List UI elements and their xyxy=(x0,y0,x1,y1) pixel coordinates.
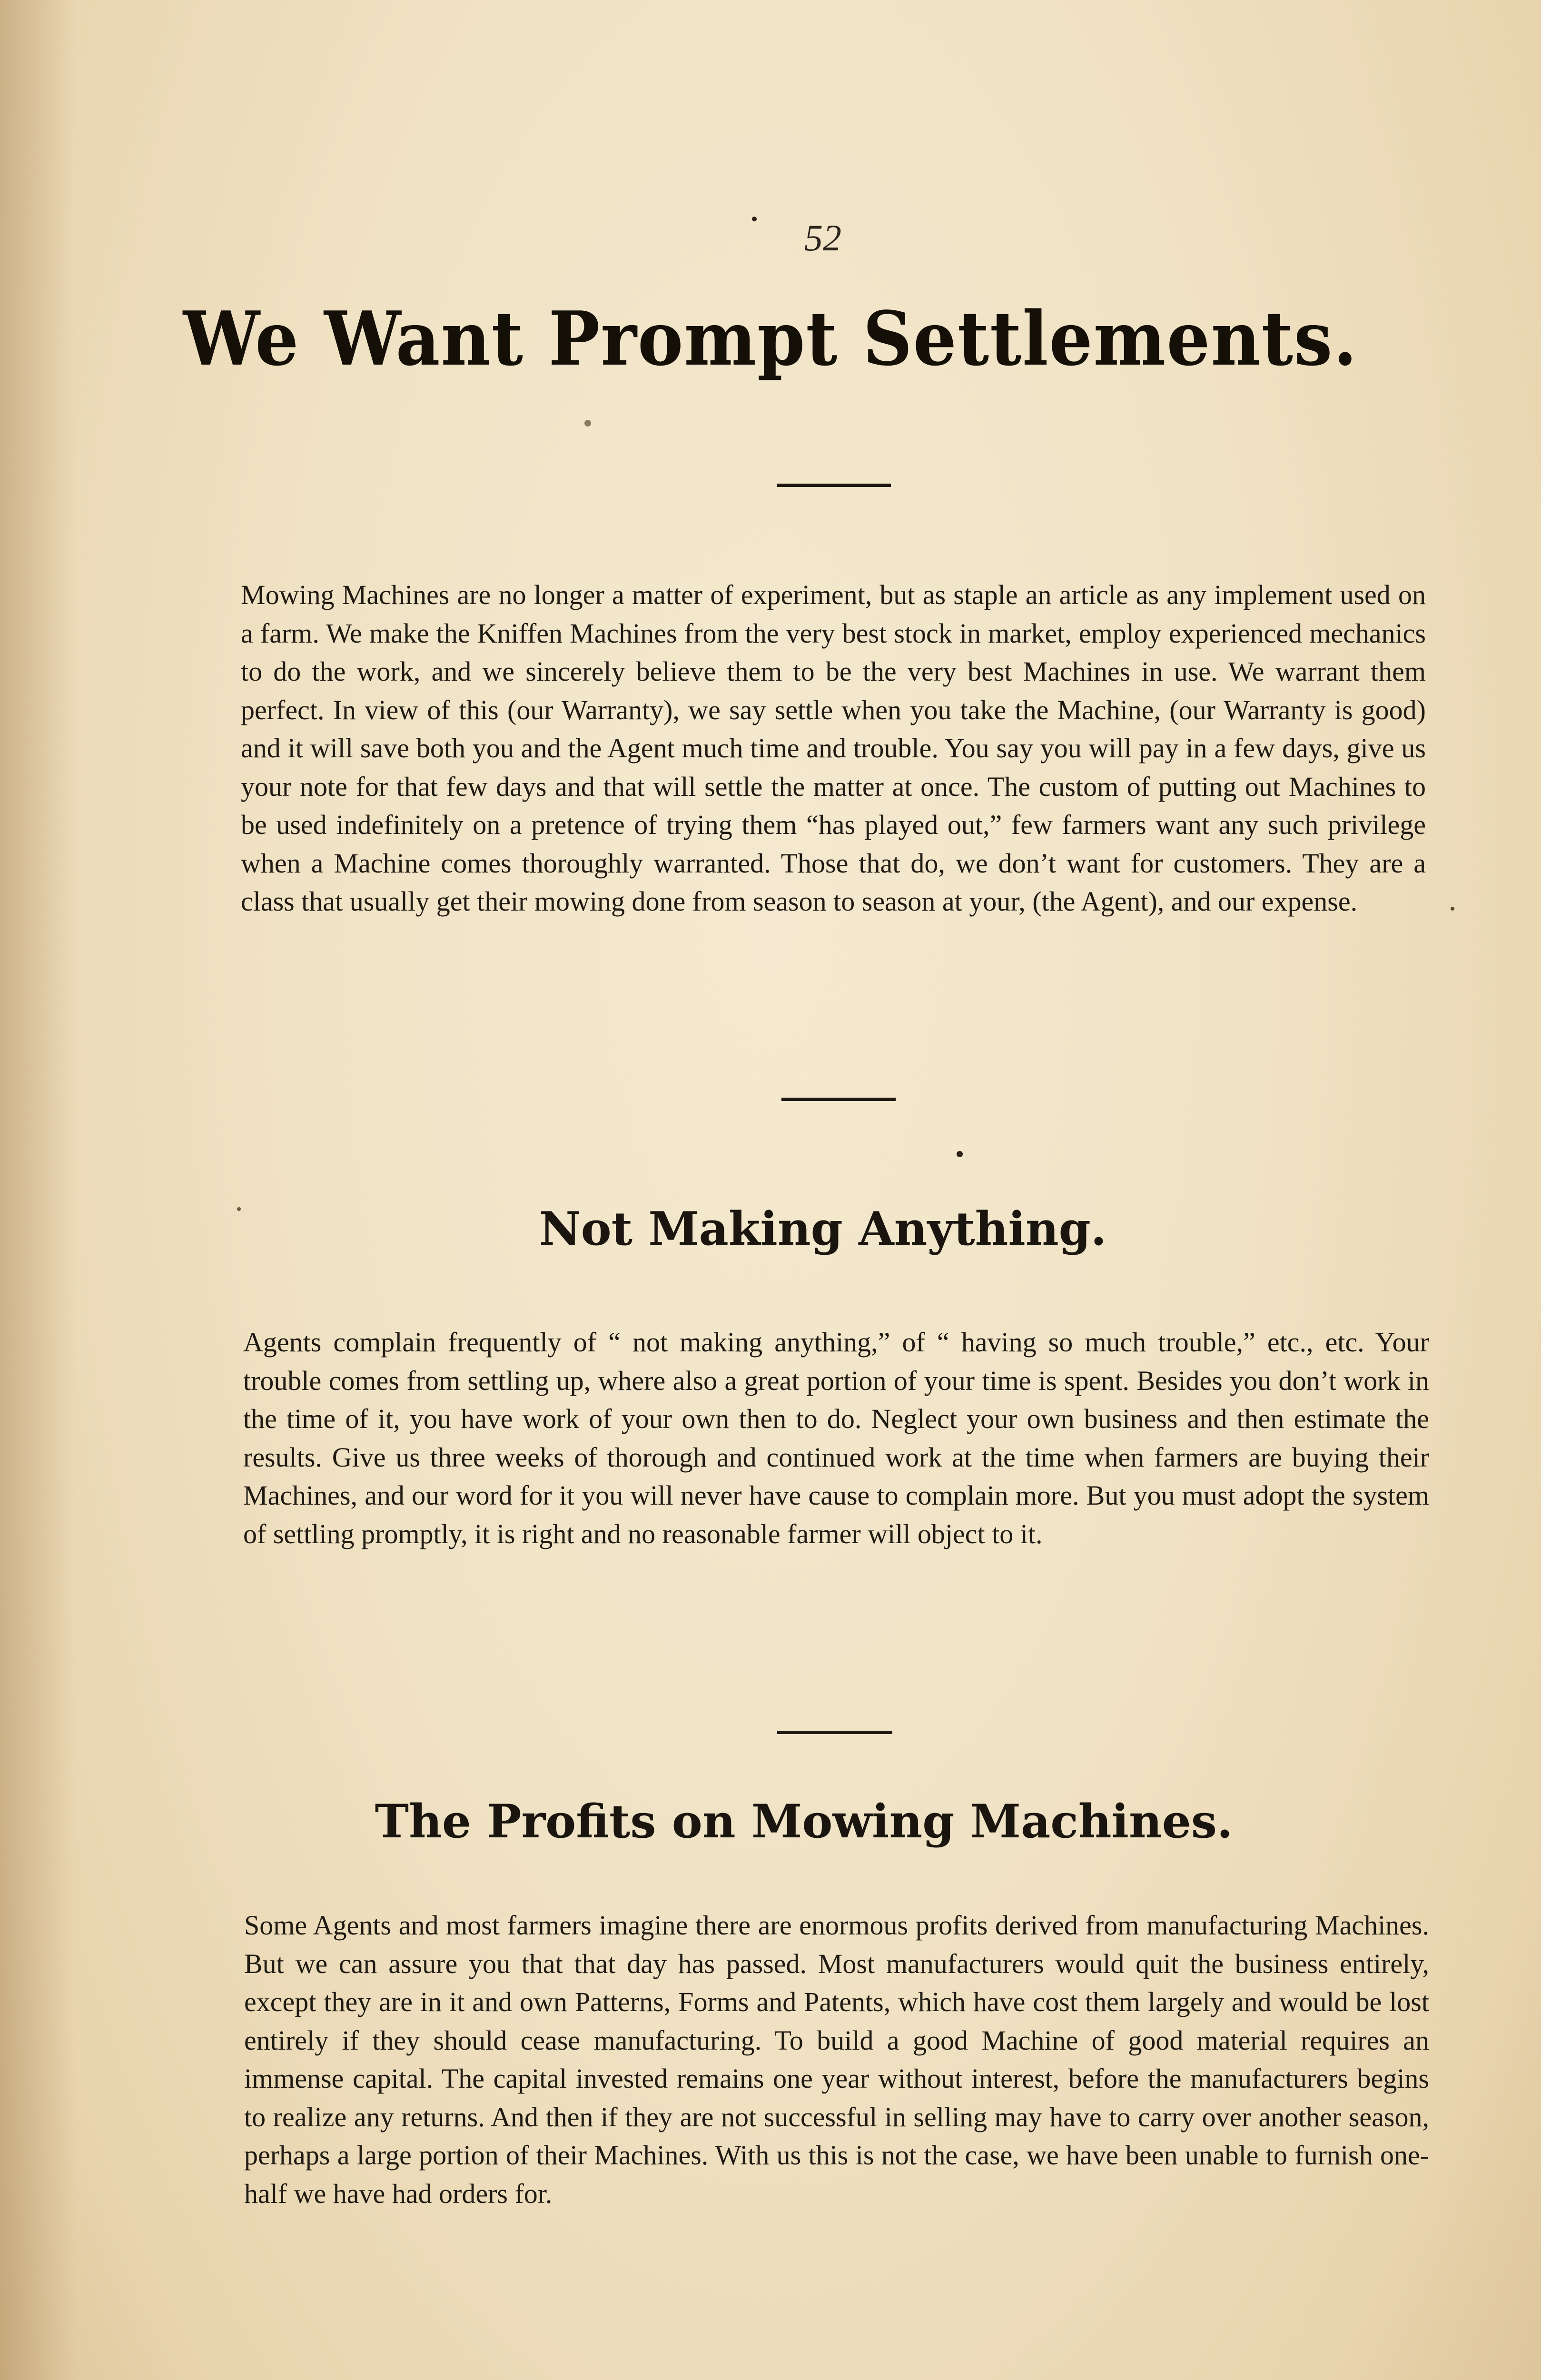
ink-speck xyxy=(584,420,591,426)
paragraph-profits: Some Agents and most farmers imagine there are enormous profits derived from manufacturing Machines. But we can assure you that that day has passed. Most manufacturers would quit the business entirely, except they are in it and own Patterns, Forms and Patents, which have cost them largely and would be lost entirely if they should cease manufacturing. To build a good Machine of good material requires an immense capital. The capital invested remains one year without interest, before the manufacturers begins to realize any returns. And then if they are not successful in selling may have to carry over another season, perhaps a large portion of their Machines. With us this is not the case, we have been unable to furnish one-half we have had orders for. xyxy=(244,1910,1429,2209)
paragraph-not-making-anything: Agents complain frequently of “ not making anything,” of “ having so much trouble,” etc., etc. Your trouble comes from settling up, where also a great portion of your time is spent. Besides you don’t work in the time of it, you have work of your own then to do. Neglect your own business and then estimate the results. Give us three weeks of thorough and continued work at the time when farmers are buying their Machines, and our word for it you will never have cause to complain more. But you must adopt the system of settling promptly, it is right and no reasonable farmer will object to it. xyxy=(243,1327,1429,1549)
ink-speck xyxy=(1451,907,1454,911)
section-heading-prompt-settlements: We Want Prompt Settlements. xyxy=(183,295,1358,382)
paragraph-prompt-settlements: Mowing Machines are no longer a matter of experiment, but as staple an article as any implement used on a farm. We make the Kniffen Machines from the very best stock in market, employ experienced mechanics to do the work, and we sincerely believe them to be the very best Machines in use. We warrant them perfect. In view of this (our Warranty), we say settle when you take the Machine, (our Warranty is good) and it will save both you and the Agent much time and trouble. You say you will pay in a few days, give us your note for that few days and that will settle the matter at once. The custom of putting out Machines to be used indefinitely on a pretence of trying them “has played out,” few farmers want any such privilege when a Machine comes thoroughly warranted. Those that do, we don’t want for customers. They are a class that usually get their mowing done from season to season at your, (the Agent), and our expense. xyxy=(241,579,1426,917)
section-divider xyxy=(777,1731,892,1734)
section-divider xyxy=(781,1098,896,1101)
page-number: 52 xyxy=(804,217,841,258)
ink-speck xyxy=(752,217,757,221)
section-heading-not-making-anything: Not Making Anything. xyxy=(539,1202,1107,1256)
section-heading-profits: The Profits on Mowing Machines. xyxy=(375,1795,1233,1848)
ink-speck xyxy=(957,1151,963,1157)
section-divider xyxy=(777,484,891,487)
